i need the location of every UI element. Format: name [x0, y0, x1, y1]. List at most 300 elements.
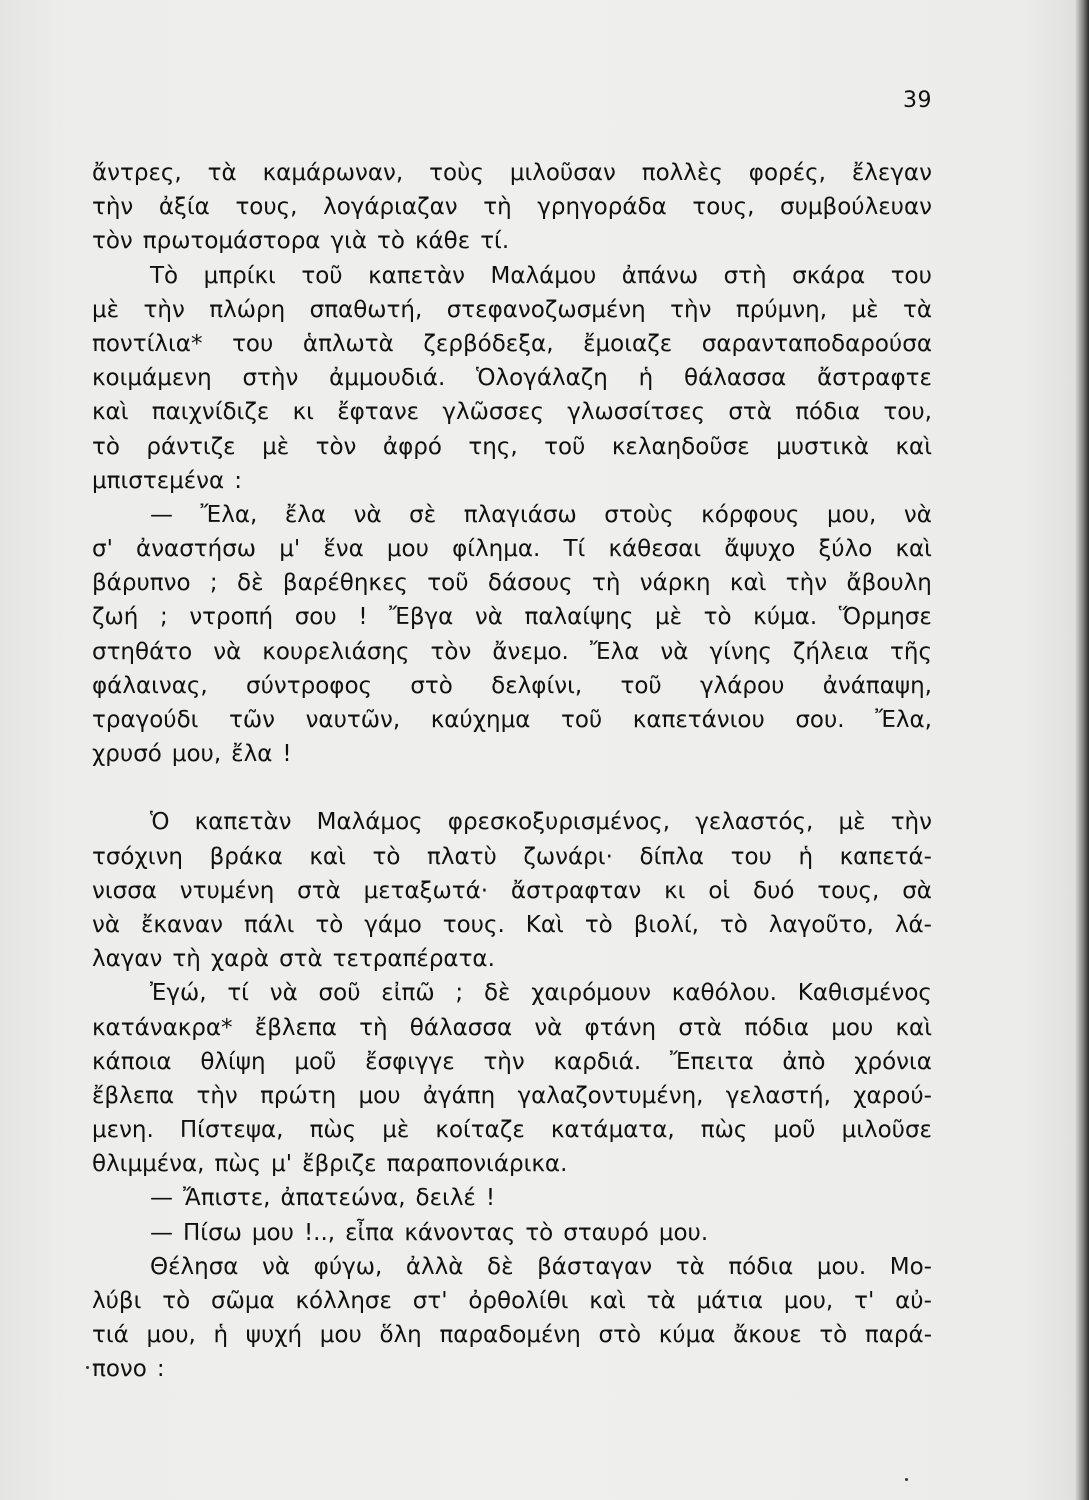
word: τὸ	[377, 228, 405, 255]
word: παρά-	[864, 1322, 932, 1349]
word: τοῦ	[560, 707, 603, 733]
word: τετραπέρατα.	[332, 946, 495, 973]
text-line	[92, 908, 932, 942]
word: θλιμμένα,	[92, 1151, 205, 1178]
word: φίλημα.	[452, 536, 541, 563]
text-line	[92, 327, 932, 361]
word: ναυτῶν,	[305, 707, 401, 733]
word: οἱ	[708, 877, 731, 904]
word: κύμα	[658, 1322, 716, 1349]
word: ἔμοιαζε	[583, 330, 673, 357]
word: πρύμνη,	[735, 296, 827, 323]
word: πὼς	[700, 1117, 748, 1144]
word: —	[150, 1185, 173, 1212]
word: πρώτη	[260, 1082, 337, 1109]
word: τὸν	[92, 228, 133, 255]
word: συμβούλευαν	[780, 194, 932, 221]
word: ζωή	[92, 604, 139, 631]
word: γίνης	[709, 638, 772, 665]
word: τοῦ	[301, 262, 343, 289]
word: κάθεσαι	[608, 536, 702, 563]
word: νάρκη	[639, 570, 711, 597]
word: καθόλου.	[671, 980, 777, 1007]
word: φάλαινας,	[92, 672, 208, 699]
word: τὸ	[372, 843, 401, 870]
word: πὼς	[309, 1117, 357, 1144]
word: τους.	[442, 911, 505, 938]
word: τοῦ	[544, 433, 586, 460]
word: ἀλλὰ	[405, 1253, 464, 1280]
text-line	[92, 430, 932, 464]
word: σύντροφος	[246, 672, 373, 699]
word: τὸ	[719, 911, 748, 938]
word: δυό	[753, 877, 795, 904]
word: καρδιά.	[553, 1048, 642, 1075]
text-line	[92, 1250, 932, 1284]
word: Μο-	[889, 1253, 932, 1280]
word: γλωσσίτσες	[567, 399, 706, 426]
word: μου	[319, 1322, 362, 1349]
word: πλαγιάσω	[463, 501, 577, 528]
word: μιλοῦσαν	[509, 160, 616, 186]
word: ἀπὸ	[782, 1048, 826, 1075]
word: νὰ	[269, 980, 298, 1007]
word: ζήλεια	[792, 638, 869, 665]
word: στεφανοζωσμένη	[446, 296, 646, 323]
word: καὶ	[895, 536, 932, 563]
word: γιὰ	[330, 228, 368, 255]
word: γλάρου	[700, 672, 785, 699]
word: μου.	[816, 1253, 867, 1280]
word: μὲ	[838, 809, 866, 836]
word: πλατὺ	[427, 843, 497, 870]
word: του,	[883, 399, 932, 426]
word: νὰ	[92, 911, 121, 938]
word: καὶ	[895, 1014, 932, 1041]
word: σταυρό	[563, 1219, 649, 1246]
word: ;	[159, 604, 168, 631]
word: χαιρόμουν	[531, 980, 651, 1007]
word: ἁπλωτὰ	[302, 330, 394, 357]
word: του	[232, 330, 274, 357]
word: τὸ	[584, 911, 613, 938]
word: θάλασσα	[684, 365, 787, 392]
word: μάτια	[696, 1288, 764, 1314]
text-line	[92, 1011, 932, 1045]
word: θλίψη	[200, 1048, 266, 1075]
text-line	[92, 703, 932, 737]
word: :	[234, 467, 242, 494]
word: Μαλάμος	[316, 809, 423, 836]
word: κύμα.	[753, 604, 818, 631]
word: ντυμένη	[179, 877, 275, 904]
word: ποντίλια*	[92, 330, 203, 357]
word: σπαθωτή,	[309, 296, 423, 323]
word: τῶν	[229, 707, 275, 733]
word: σ'	[92, 536, 113, 563]
text-line	[92, 1045, 932, 1079]
word: καπετά-	[839, 843, 932, 870]
word: ἀξία	[158, 194, 210, 221]
word: ἕνα	[323, 536, 364, 563]
word: τους,	[235, 194, 298, 221]
word: μου,	[826, 501, 877, 528]
word: τὰ	[675, 1253, 705, 1280]
word: !	[485, 1185, 496, 1212]
word: στὴ	[723, 262, 767, 289]
text-line	[92, 635, 932, 669]
word: καπετάνιου	[632, 707, 765, 733]
word: σοῦ	[318, 980, 361, 1007]
word: ἡ	[213, 1322, 229, 1349]
word: βαρέθηκες	[282, 570, 408, 597]
word: πονο	[92, 1356, 147, 1383]
word: νὰ	[213, 638, 242, 665]
word: στ'	[412, 1288, 448, 1314]
word: Ὁλογάλαζη	[476, 365, 608, 392]
word: τους,	[692, 194, 755, 221]
text-line	[92, 840, 932, 874]
word: θάλασσα	[409, 1014, 513, 1041]
word: τῆς	[890, 638, 932, 665]
word: πόδια	[744, 1014, 810, 1041]
word: πάλι	[244, 911, 295, 938]
text-line	[92, 498, 932, 532]
word: τὴ	[359, 1014, 388, 1041]
word: χαρὰ	[210, 946, 270, 973]
word: τὸ	[525, 1219, 554, 1246]
word: τὴν	[92, 194, 134, 221]
text-line	[92, 1352, 932, 1386]
word: Ἐγώ,	[150, 980, 207, 1007]
word: παλαίψης	[524, 604, 634, 631]
word: ἀπάνω	[621, 262, 699, 289]
word: Ἄπιστε,	[183, 1185, 271, 1212]
word: τοῦ	[620, 672, 662, 699]
text-line	[92, 1079, 932, 1113]
word: γλῶσσες	[442, 399, 544, 426]
word: κάθε	[414, 228, 471, 255]
word: χαρού-	[853, 1082, 932, 1109]
word: φύγω,	[313, 1253, 383, 1280]
word: πλώρη	[209, 296, 286, 323]
word: νὰ	[474, 604, 503, 631]
word: ἔβλεπα	[92, 1082, 175, 1109]
text-line	[92, 566, 932, 600]
print-speck	[905, 1478, 908, 1481]
word: κατάνακρα*	[92, 1014, 233, 1041]
word: δάσους	[487, 570, 573, 597]
word: κοίταζε	[435, 1117, 525, 1144]
word: παραπονιάρικα.	[386, 1151, 568, 1178]
word: μενη.	[92, 1117, 154, 1144]
word: ἀναστήσω	[136, 536, 257, 563]
word: ἀγάπη	[422, 1082, 496, 1109]
word: καὶ	[309, 843, 346, 870]
text-line	[92, 293, 932, 327]
word: μπιστεμένα	[92, 467, 225, 494]
word: καπετὰν	[194, 809, 292, 836]
word: λύβι	[92, 1288, 142, 1314]
word: καὶ	[589, 1288, 626, 1314]
word: μὲ	[382, 1117, 410, 1144]
word: κάνοντας	[404, 1219, 516, 1246]
text-line	[92, 156, 932, 190]
word: τοὺς	[429, 160, 484, 186]
paragraph-gap	[92, 771, 932, 805]
word: κόλλησε	[295, 1288, 392, 1314]
word: Ἔπειτα	[669, 1048, 754, 1075]
word: τοῦ	[427, 570, 469, 597]
word: τσόχινη	[92, 843, 183, 870]
word: μυστικὰ	[776, 433, 870, 460]
word: νὰ	[534, 1014, 563, 1041]
word: κι	[292, 399, 314, 426]
word: ἀφρό	[382, 433, 442, 460]
word: τους,	[817, 877, 880, 904]
word: ἄντρες,	[92, 160, 182, 186]
word: δὲ	[487, 1253, 514, 1280]
word: μὲ	[851, 296, 879, 323]
word: μὲ	[92, 296, 120, 323]
word: φρεσκοξυρισμένος,	[447, 809, 671, 836]
word: της,	[468, 433, 518, 460]
word: !..,	[303, 1219, 336, 1246]
word: τὰ	[207, 160, 237, 186]
word: Θέλησα	[150, 1253, 239, 1280]
word: ξύλο	[818, 536, 873, 563]
word: γελαστός,	[695, 809, 814, 836]
word: καπετὰν	[368, 262, 465, 289]
word: κοιμάμενη	[92, 365, 212, 392]
word: στὰ	[678, 1014, 722, 1041]
text-line	[92, 395, 932, 429]
word: του	[730, 843, 772, 870]
word: νὰ	[353, 501, 382, 528]
word: ζερβόδεξα,	[423, 330, 554, 357]
word: νὰ	[660, 638, 689, 665]
word: μπρίκι	[203, 262, 276, 289]
word: ἀνάπαψη,	[822, 672, 932, 699]
word: τὴ	[172, 946, 201, 973]
word: λαγαν	[92, 946, 163, 973]
word: στοὺς	[604, 501, 674, 528]
word: στὸ	[598, 1322, 642, 1349]
word: λογάριαζαν	[323, 194, 458, 221]
word: σαρανταποδαρούσα	[701, 330, 932, 357]
text-line	[92, 1216, 932, 1250]
word: μου,	[171, 741, 222, 768]
word: κάποια	[92, 1048, 172, 1075]
word: μοῦ	[294, 1048, 337, 1075]
word: καὶ	[729, 570, 767, 597]
word: βάρυπνο	[92, 570, 191, 597]
word: παιχνίδιζε	[151, 399, 270, 426]
word: αὐ-	[895, 1288, 932, 1314]
word: ἔλεγαν	[851, 160, 932, 186]
word: τραγούδι	[92, 707, 199, 733]
word: μου.	[658, 1219, 709, 1246]
text-line	[92, 1318, 932, 1352]
word: μ'	[279, 536, 301, 563]
word: γαλαζοντυμένη,	[517, 1082, 704, 1109]
word: τὸν	[430, 638, 472, 665]
word: ἡ	[638, 365, 654, 392]
word: τὴν	[143, 296, 185, 323]
word: ἔφτανε	[337, 399, 420, 426]
word: σου	[294, 604, 337, 631]
word: φορές,	[748, 160, 826, 186]
word: μου	[251, 1219, 294, 1246]
word: ἡ	[798, 843, 814, 870]
word: μου	[358, 1082, 401, 1109]
word: τί	[227, 980, 249, 1007]
word: εἰπῶ	[381, 980, 435, 1007]
text-line	[92, 190, 932, 224]
page-number: 39	[903, 88, 932, 113]
word: του	[890, 262, 932, 289]
word: ἔλα	[284, 501, 327, 528]
word: μου,	[783, 1288, 834, 1314]
word: τὸ	[162, 1288, 191, 1314]
word: τί.	[480, 228, 510, 255]
word: τὸ	[315, 911, 344, 938]
word: τ'	[854, 1288, 875, 1314]
word: καύχημα	[430, 707, 531, 733]
word: μὲ	[654, 604, 683, 631]
word: τὴν	[785, 570, 828, 597]
word: τὴν	[196, 1082, 238, 1109]
word: τὸ	[819, 1322, 848, 1349]
word: Ἔβγα	[389, 604, 454, 631]
word: βάσταγαν	[537, 1253, 653, 1280]
word: Ὁ	[150, 809, 170, 836]
word: ἄστραφτε	[817, 365, 932, 392]
word: δὲ	[483, 980, 511, 1007]
word: γρηγοράδα	[537, 194, 667, 221]
word: τὴ	[591, 570, 621, 597]
word: σκάρα	[792, 262, 866, 289]
text-line	[92, 361, 932, 395]
word: Καθισμένος	[797, 980, 932, 1007]
word: Καὶ	[525, 911, 564, 938]
text-line	[92, 942, 932, 976]
word: Ὅρμησε	[838, 604, 932, 631]
word: ;	[455, 980, 464, 1007]
word: στὸ	[410, 672, 453, 699]
word: τὸν	[315, 433, 357, 460]
word: στὰ	[728, 399, 772, 426]
word: Μαλάμου	[490, 262, 597, 289]
word: τιά	[92, 1322, 129, 1349]
word: βράκα	[209, 843, 283, 870]
word: ἀπατεώνα,	[280, 1185, 406, 1212]
word: ντροπή	[189, 604, 274, 631]
word: Πίσω	[183, 1219, 242, 1246]
word: ἄψυχο	[724, 536, 796, 563]
word: μιλοῦσε	[841, 1117, 932, 1144]
word: κελαηδοῦσε	[611, 433, 750, 460]
word: !	[358, 604, 368, 631]
word: νὰ	[262, 1253, 291, 1280]
word: μοῦ	[773, 1117, 816, 1144]
word: δίπλα	[639, 843, 704, 870]
word: δὲ	[237, 570, 264, 597]
text-line	[92, 669, 932, 703]
word: ὅλη	[379, 1322, 422, 1349]
print-speck	[86, 1366, 89, 1369]
word: δελφίνι,	[491, 672, 583, 699]
word: νισσα	[92, 877, 157, 904]
text-line	[92, 464, 932, 498]
word: Ἔλα,	[200, 501, 258, 528]
word: τὰ	[902, 296, 932, 323]
word: χρόνια	[854, 1048, 932, 1075]
word: τὸ	[92, 433, 120, 460]
word: τὴ	[483, 194, 512, 221]
word: ψυχή	[245, 1322, 303, 1349]
text-line	[92, 805, 932, 839]
word: καὶ	[92, 399, 129, 426]
word: Τί	[563, 536, 586, 563]
word: τὸ	[703, 604, 732, 631]
word: κουρελιάσης	[262, 638, 410, 665]
word: μ'	[271, 1151, 293, 1178]
word: ράντιζε	[146, 433, 236, 460]
word: ἄκουε	[733, 1322, 802, 1349]
word: σὲ	[409, 501, 437, 528]
word: ἄβουλη	[846, 570, 932, 597]
word: λά-	[894, 911, 932, 938]
word: πὼς	[214, 1151, 262, 1178]
word: ;	[209, 570, 218, 597]
text-line	[92, 874, 932, 908]
word: ἄνεμο.	[492, 638, 569, 665]
word: στὰ	[279, 946, 323, 973]
text-line	[92, 1181, 932, 1215]
word: μου,	[146, 1322, 196, 1349]
word: —	[150, 1219, 173, 1246]
text-line	[92, 976, 932, 1010]
body-text	[92, 156, 932, 1387]
word: ζωνάρι·	[523, 843, 613, 870]
word: δειλέ	[415, 1185, 476, 1212]
word: ἔβλεπα	[254, 1014, 337, 1041]
word: πόδια	[728, 1253, 794, 1280]
word: Πίστεψα,	[179, 1117, 284, 1144]
word: τὰ	[646, 1288, 676, 1314]
word: σῶμα	[211, 1288, 275, 1314]
word: μὲ	[262, 433, 290, 460]
word: ἔβριζε	[302, 1151, 377, 1178]
word: στηθάτο	[92, 638, 193, 665]
word: Ἔλα,	[875, 707, 932, 733]
word: εἶπα	[345, 1219, 395, 1246]
text-line	[92, 1113, 932, 1147]
word: τὴν	[890, 809, 932, 836]
word: Τὸ	[150, 262, 179, 289]
word: σὰ	[902, 877, 932, 904]
word: πρωτομάστορα	[142, 228, 321, 255]
word: —	[150, 501, 173, 528]
word: καμάρωναν,	[262, 160, 404, 186]
word: βιολί,	[633, 911, 699, 938]
word: παραδομένη	[439, 1322, 581, 1349]
text-line	[92, 259, 932, 293]
word: λαγοῦτο,	[768, 911, 874, 938]
word: στὴν	[242, 365, 299, 392]
word: ὀρθολίθι	[468, 1288, 569, 1314]
